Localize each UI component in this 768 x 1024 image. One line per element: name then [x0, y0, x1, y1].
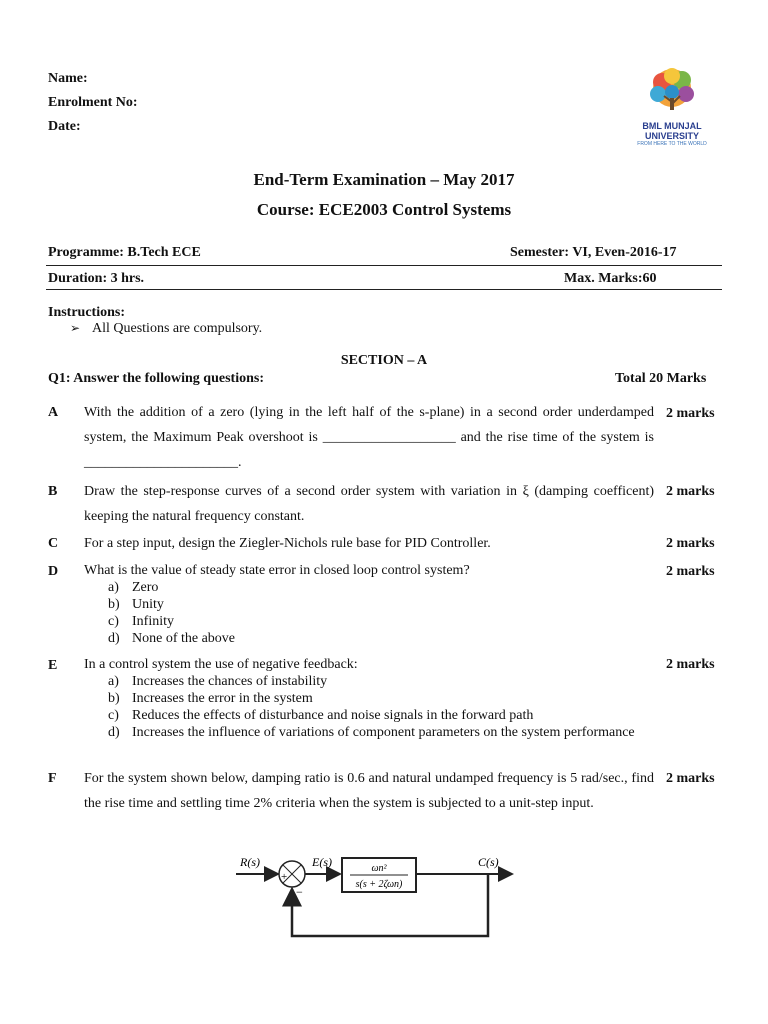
output-label: C(s)	[478, 855, 499, 869]
option-key: c)	[108, 708, 119, 723]
option-text: Increases the error in the system	[132, 691, 313, 706]
question-marks: 2 marks	[666, 564, 715, 579]
option-text: None of the above	[132, 631, 236, 646]
logo-tree-icon	[622, 66, 722, 116]
question-letter: D	[48, 564, 59, 579]
option-item	[108, 707, 652, 724]
option-key: d)	[108, 631, 120, 646]
question-marks: 2 marks	[666, 536, 715, 551]
semester-label: Semester: VI, Even-2016-17	[510, 245, 677, 260]
option-item	[108, 724, 652, 741]
question-text: What is the value of steady state error in closed loop control system?	[84, 563, 470, 578]
question-text: Draw the step-response curves of a second order system with variation in ξ (damping coefficent) keeping the natural frequency constant.	[84, 484, 654, 524]
duration-label: Duration: 3 hrs.	[48, 271, 145, 286]
question-letter: E	[48, 658, 58, 673]
option-text: Infinity	[132, 614, 174, 629]
programme-label: Programme: B.Tech ECE	[48, 245, 201, 260]
option-key: a)	[108, 674, 119, 689]
instruction-item: All Questions are compulsory.	[92, 321, 263, 336]
course-title: Course: ECE2003 Control Systems	[256, 200, 512, 219]
option-list	[108, 579, 653, 647]
bullet-icon: ➢	[70, 321, 81, 335]
logo-line2: UNIVERSITY	[644, 131, 699, 141]
feedback-block-diagram	[230, 850, 520, 942]
option-text: Unity	[132, 597, 164, 612]
option-item	[108, 690, 652, 707]
enrolment-label: Enrolment No:	[48, 95, 138, 110]
option-text: Reduces the effects of disturbance and noise signals in the forward path	[132, 708, 534, 723]
exam-title: End-Term Examination – May 2017	[253, 170, 515, 189]
question-marks: 2 marks	[666, 484, 715, 499]
header-rule-2	[46, 289, 722, 290]
q1-total-marks: Total 20 Marks	[615, 371, 707, 386]
input-label: R(s)	[240, 855, 260, 869]
option-text: Increases the influence of variations of component parameters on the system performance	[132, 725, 635, 740]
question-marks: 2 marks	[666, 657, 715, 672]
option-item	[108, 673, 652, 690]
university-logo	[622, 66, 722, 147]
minus-sign: −	[296, 885, 303, 899]
option-key: b)	[108, 691, 120, 706]
header-rule-1	[46, 265, 722, 266]
plus-sign: +	[281, 871, 288, 883]
logo-line1: BML MUNJAL	[642, 121, 702, 131]
question-letter: A	[48, 405, 59, 420]
question-letter: B	[48, 484, 58, 499]
question-text: For the system shown below, damping ratio is 0.6 and natural undamped frequency is 5 rad/sec., find the rise time and settling time 2% criteria when the system is subjected to a unit-step input.	[84, 771, 654, 811]
option-key: c)	[108, 614, 119, 629]
tf-numerator: ωn²	[371, 863, 387, 874]
instructions-heading: Instructions:	[48, 305, 126, 320]
question-text: With the addition of a zero (lying in the left half of the s-plane) in a second order underdamped system, the Maximum Peak overshoot is ___________________ and the rise time of the system is ______________________.	[84, 405, 654, 470]
question-marks: 2 marks	[666, 771, 715, 786]
option-key: a)	[108, 580, 119, 595]
option-item	[108, 596, 653, 613]
option-item	[108, 579, 653, 596]
question-marks: 2 marks	[666, 406, 715, 421]
question-letter: F	[48, 771, 57, 786]
option-list	[108, 673, 652, 741]
option-item	[108, 630, 653, 647]
question-text: For a step input, design the Ziegler-Nichols rule base for PID Controller.	[84, 536, 491, 551]
error-label: E(s)	[312, 855, 332, 869]
question-letter: C	[48, 536, 59, 551]
name-label: Name:	[48, 71, 88, 86]
option-text: Zero	[132, 580, 159, 595]
option-text: Increases the chances of instability	[132, 674, 328, 689]
q1-heading: Q1: Answer the following questions:	[48, 371, 264, 386]
question-text: In a control system the use of negative feedback:	[84, 657, 358, 672]
max-marks-label: Max. Marks:60	[564, 271, 657, 286]
logo-tagline: FROM HERE TO THE WORLD	[637, 141, 707, 147]
date-label: Date:	[48, 119, 81, 134]
option-item	[108, 613, 653, 630]
option-key: b)	[108, 597, 120, 612]
section-title: SECTION – A	[340, 353, 428, 368]
tf-denominator: s(s + 2ζωn)	[355, 879, 403, 890]
option-key: d)	[108, 725, 120, 740]
